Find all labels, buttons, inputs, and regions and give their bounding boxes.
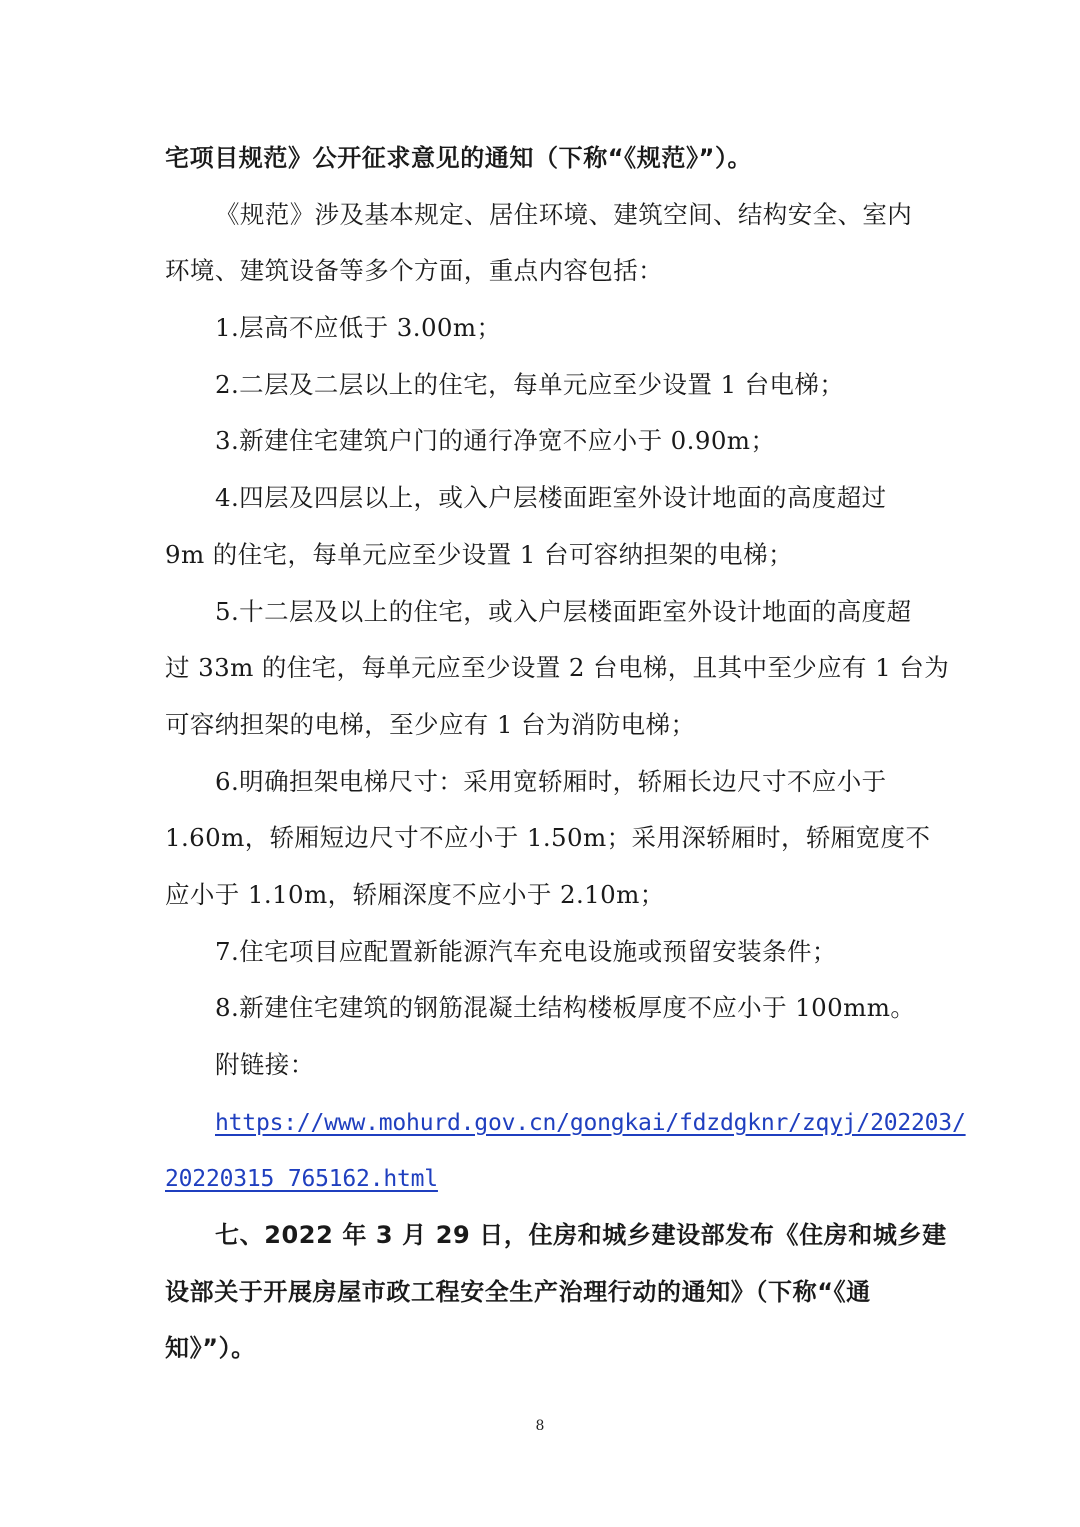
paragraph-line: 环境、建筑设备等多个方面，重点内容包括： [165, 256, 663, 286]
paragraph-line: 宅项目规范》公开征求意见的通知（下称“《规范》”）。 [165, 144, 753, 172]
section-heading-cont: 知》”）。 [165, 1334, 256, 1363]
list-item-7: 7.住宅项目应配置新能源汽车充电设施或预留安装条件； [215, 936, 837, 966]
section-heading-cont: 设部关于开展房屋市政工程安全生产治理行动的通知》（下称“《通 [165, 1277, 871, 1306]
list-item-6-cont: 1.60m，轿厢短边尺寸不应小于 1.50m；采用深轿厢时，轿厢宽度不 [165, 823, 931, 853]
page-number: 8 [535, 1418, 545, 1434]
list-item-4-cont: 9m 的住宅，每单元应至少设置 1 台可容纳担架的电梯； [165, 539, 793, 569]
list-item-8: 8.新建住宅建筑的钢筋混凝土结构楼板厚度不应小于 100mm。 [215, 993, 916, 1023]
list-item-6-cont: 应小于 1.10m，轿厢深度不应小于 2.10m； [165, 879, 665, 909]
list-item-1: 1.层高不应低于 3.00m； [215, 313, 502, 343]
attachment-link-line [165, 1094, 966, 1151]
attachment-label: 附链接： [215, 1050, 315, 1079]
attachment-link-cont[interactable]: 20220315_765162.html [165, 1166, 438, 1193]
list-item-5: 5.十二层及以上的住宅，或入户层楼面距室外设计地面的高度超 [215, 596, 912, 626]
list-item-6: 6.明确担架电梯尺寸：采用宽轿厢时，轿厢长边尺寸不应小于 [215, 766, 887, 796]
list-item-5-cont: 过 33m 的住宅，每单元应至少设置 2 台电梯，且其中至少应有 1 台为 [165, 653, 950, 683]
attachment-link-line [165, 1150, 918, 1207]
list-item-4: 4.四层及四层以上，或入户层楼面距室外设计地面的高度超过 [215, 483, 887, 513]
list-item-3: 3.新建住宅建筑户门的通行净宽不应小于 0.90m； [215, 426, 776, 456]
list-item-5-cont: 可容纳担架的电梯，至少应有 1 台为消防电梯； [165, 709, 696, 739]
paragraph-line: 《规范》涉及基本规定、居住环境、建筑空间、结构安全、室内 [215, 199, 913, 229]
document-body [165, 130, 966, 1377]
list-item-2: 2.二层及二层以上的住宅，每单元应至少设置 1 台电梯； [215, 369, 845, 399]
section-heading: 七、2022 年 3 月 29 日，住房和城乡建设部发布《住房和城乡建 [215, 1221, 947, 1250]
attachment-link[interactable]: https://www.mohurd.gov.cn/gongkai/fdzdgknr/zqyj/202203/ [215, 1109, 966, 1136]
